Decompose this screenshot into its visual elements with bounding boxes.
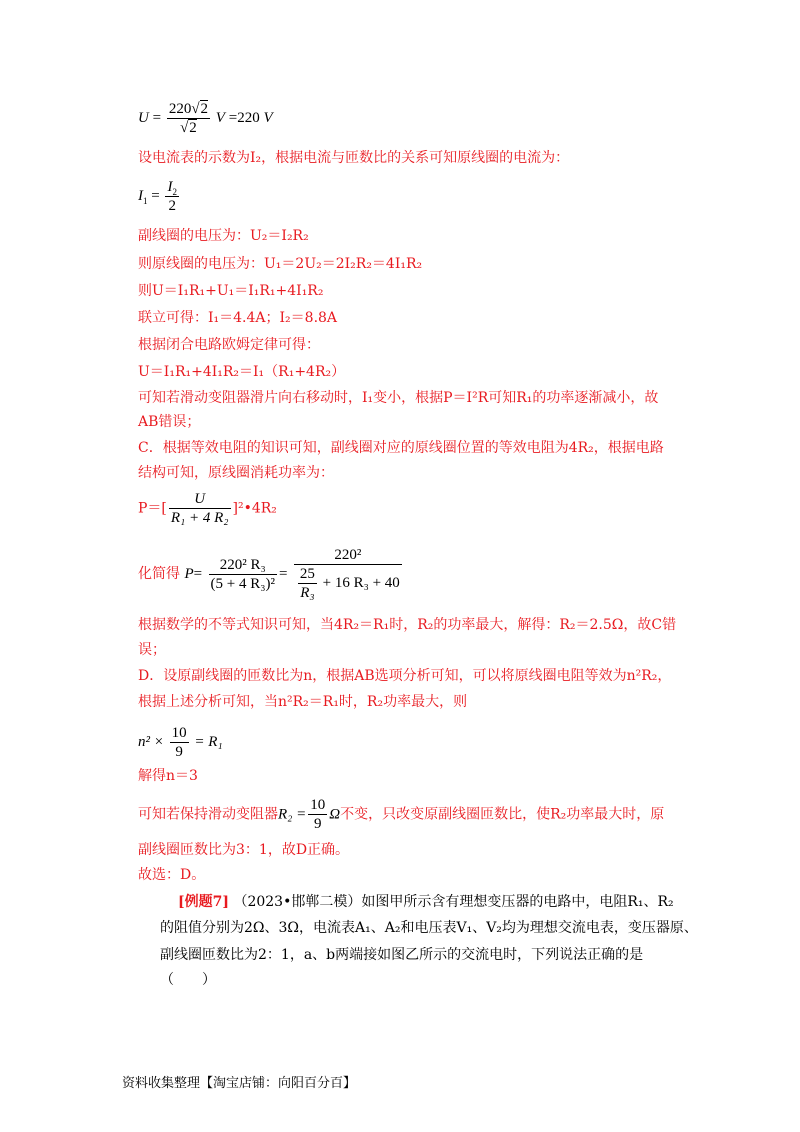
example-tag: [例题7] [178, 894, 229, 910]
text-line: 设电流表的示数为I₂，根据电流与匝数比的关系可知原线圈的电流为： [138, 150, 570, 166]
example-heading: [例题7] （2023•邯郸二模）如图甲所示含有理想变压器的电路中，电阻R₁、R₂ [178, 894, 674, 910]
example-options: （ ） [160, 972, 216, 988]
fraction: $\frac{25}{\text{R₃}}$ [299, 566, 315, 601]
text-line: 联立可得：I₁＝4.4A；I₂＝8.8A [138, 310, 338, 326]
text-line: D．设原副线圈的匝数比为n，根据AB选项分析可知，可以将原线圈电阻等效为n²R₂， [138, 668, 672, 684]
text-line: 根据数学的不等式知识可知，当4R₂＝R₁时，R₂的功率最大，解得：R₂＝2.5Ω，故C错 [138, 617, 677, 633]
text-line: 故选：D。 [138, 867, 206, 883]
fraction: 220² $\frac{25}{\text{R₃}}$ + 16 R₃ + 40 [294, 546, 402, 602]
text-line: 则U＝I₁R₁+U₁＝I₁R₁+4I₁R₂ [138, 283, 324, 299]
fraction: $\frac{\text{220² R₃}}{\text{(5 + 4 R₃)²}}$ [210, 556, 275, 592]
text-line: 根据上述分析可知，当n²R₂＝R₁时，R₂功率最大，则 [138, 694, 468, 710]
text-line: 副线圈的电压为：U₂＝I₂R₂ [138, 228, 309, 244]
text-line: 结构可知，原线圈消耗功率为： [138, 465, 334, 481]
text-line: C．根据等效电阻的知识可知，副线圈对应的原线圈位置的等效电阻为4R₂，根据电路 [138, 440, 664, 456]
equation-simplify: 化简得 P= $\frac{\text{220² R₃}}{\text{(5 + 4 R₃)²}}$ = 220² $\frac{25}{\text{R₃}}$ + 16 R₃ + 40 [138, 547, 400, 601]
equation-voltage: U = $\frac{220√2}{√2}$ V =220 V [138, 101, 273, 136]
text-line-keep: 可知若保持滑动变阻器R₂ = $\frac{10}{9}$ Ω不变，只改变原副线圈匝数比，使R₂功率最大时，原 [138, 797, 665, 832]
equation-power: P＝[ $\frac{U}{\text{R₁ + 4 R₂}}$ ]²•4R₂ [138, 491, 277, 526]
fraction: $\frac{I_2}{2}$ [167, 179, 177, 214]
text-line: U＝I₁R₁+4I₁R₂＝I₁（R₁+4R₂） [138, 364, 346, 380]
text-line: 根据闭合电路欧姆定律可得： [138, 337, 320, 353]
text-line: 则原线圈的电压为：U₁＝2U₂＝2I₂R₂＝4I₁R₂ [138, 256, 423, 272]
footer-note: 资料收集整理【淘宝店铺：向阳百分百】 [122, 1076, 357, 1091]
text-line: 误； [138, 642, 166, 658]
fraction: $\frac{10}{9}$ [171, 725, 187, 760]
text-line: AB错误； [138, 414, 201, 430]
fraction: $\frac{220√2}{√2}$ [168, 101, 209, 136]
example-text: 的阻值分别为2Ω、3Ω，电流表A₁、A₂和电压表V₁、V₂均为理想交流电表，变压器原、 [160, 920, 698, 936]
text-line: 解得n＝3 [138, 768, 198, 784]
fraction: $\frac{U}{\text{R₁ + 4 R₂}}$ [170, 491, 229, 526]
equation-current: $I_1$ = $\frac{I_2}{2}$ [138, 179, 177, 214]
fraction: $\frac{10}{9}$ [310, 797, 326, 832]
text-line: 副线圈匝数比为3：1，故D正确。 [138, 842, 350, 858]
text-line: 可知若滑动变阻器滑片向右移动时，I₁变小，根据P＝I²R可知R₁的功率逐渐减小，故 [138, 390, 659, 406]
equation-ratio: n² × $\frac{10}{9}$ = R₁ [138, 725, 223, 760]
example-text: 副线圈匝数比为2：1，a、b两端接如图乙所示的交流电时，下列说法正确的是 [160, 947, 644, 963]
